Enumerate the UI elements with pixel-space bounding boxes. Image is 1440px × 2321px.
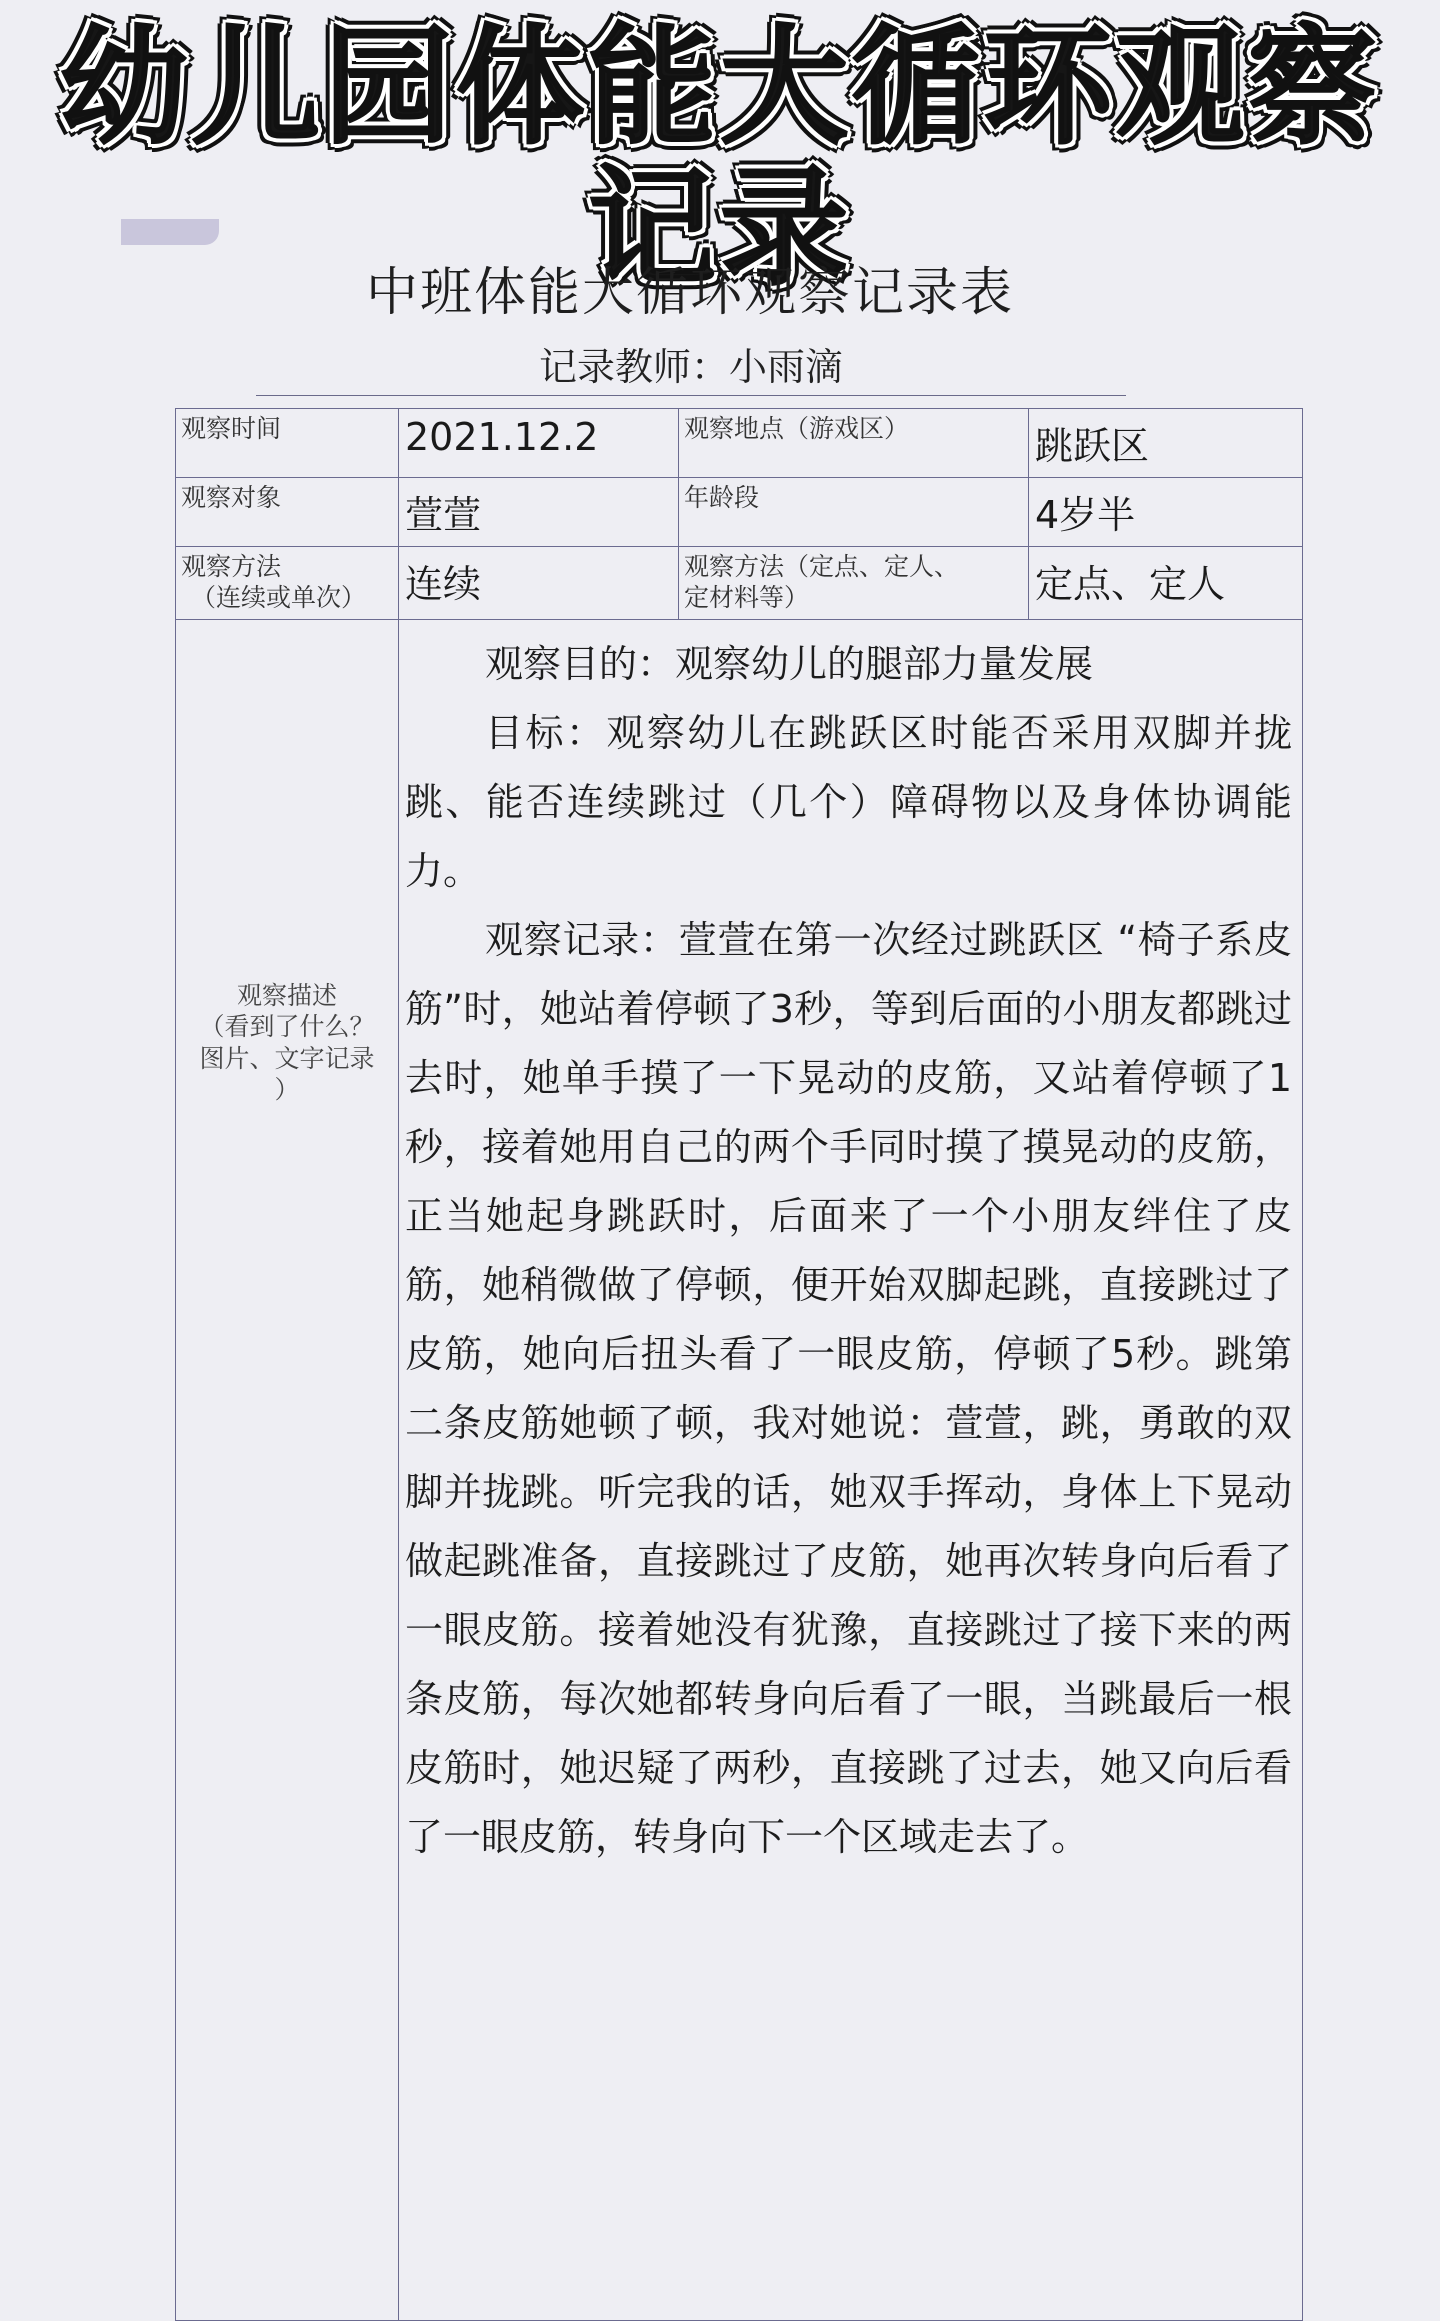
goal-paragraph: 目标：观察幼儿在跳跃区时能否采用双脚并拢跳、能否连续跳过（几个）障碍物以及身体协调能力。: [405, 711, 1292, 893]
label-line: 观察方法: [181, 552, 282, 581]
label-line: （连续或单次）: [191, 583, 367, 613]
label-line: 图片、文字记录: [199, 1043, 375, 1073]
value-observation-method: 连续: [399, 547, 679, 620]
table-row: [176, 620, 1303, 2321]
label-observation-method-type: [679, 547, 1029, 620]
value-observation-location: 跳跃区: [1029, 409, 1303, 478]
value-observation-time: 2021.12.2: [399, 409, 679, 478]
table-row: [176, 478, 1303, 547]
banner-title: 幼儿园体能大循环观察记录: [59, 13, 1380, 303]
label-line: 观察描述: [236, 981, 337, 1010]
purpose-paragraph: 观察目的：观察幼儿的腿部力量发展: [485, 642, 1094, 686]
label-observation-method: [176, 547, 399, 620]
label-line: 定材料等）: [684, 583, 810, 613]
record-paragraph: 观察记录：萱萱在第一次经过跳跃区 “椅子系皮筋”时，她站着停顿了3秒，等到后面的小朋友都跳过去时，她单手摸了一下晃动的皮筋，又站着停顿了1秒，接着她用自己的两个手同时摸了摸晃动的皮筋，正当她起身跳跃时，后面来了一个小朋友绊住了皮筋，她稍微做了停顿，便开始双脚起跳，直接跳过了皮筋，她向后扭头看了一眼皮筋，停顿了5秒。跳第二条皮筋她顿了顿，我对她说：萱萱，跳，勇敢的双脚并拢跳。听完我的话，她双手挥动，身体上下晃动做起跳准备，直接跳过了皮筋，她再次转身向后看了一眼皮筋。接着她没有犹豫，直接跳过了接下来的两条皮筋，每次她都转身向后看了一眼，当跳最后一根皮筋时，她迟疑了两秒，直接跳了过去，她又向后看了一眼皮筋，转身向下一个区域走去了。: [405, 918, 1292, 1859]
observation-table: [175, 408, 1303, 2321]
decorative-tab: [121, 219, 219, 245]
table-row: [176, 547, 1303, 620]
label-observation-time: 观察时间: [176, 409, 399, 478]
value-age-group: 4岁半: [1029, 478, 1303, 547]
label-age-group: 年龄段: [679, 478, 1029, 547]
label-line: （看到了什么？: [199, 1012, 375, 1042]
observation-description-body: [399, 620, 1303, 2321]
label-line: ）: [274, 1074, 300, 1104]
label-line: 观察方法（定点、定人、: [684, 552, 960, 581]
document-title: 中班体能大循环观察记录表: [365, 263, 1014, 323]
value-observation-method-type: 定点、定人: [1029, 547, 1303, 620]
label-observation-description: [176, 620, 399, 2321]
teacher-line: 记录教师：小雨滴: [256, 336, 1126, 396]
table-row: [176, 409, 1303, 478]
label-observation-location: 观察地点（游戏区）: [679, 409, 1029, 478]
label-observation-subject: 观察对象: [176, 478, 399, 547]
value-observation-subject: 萱萱: [399, 478, 679, 547]
